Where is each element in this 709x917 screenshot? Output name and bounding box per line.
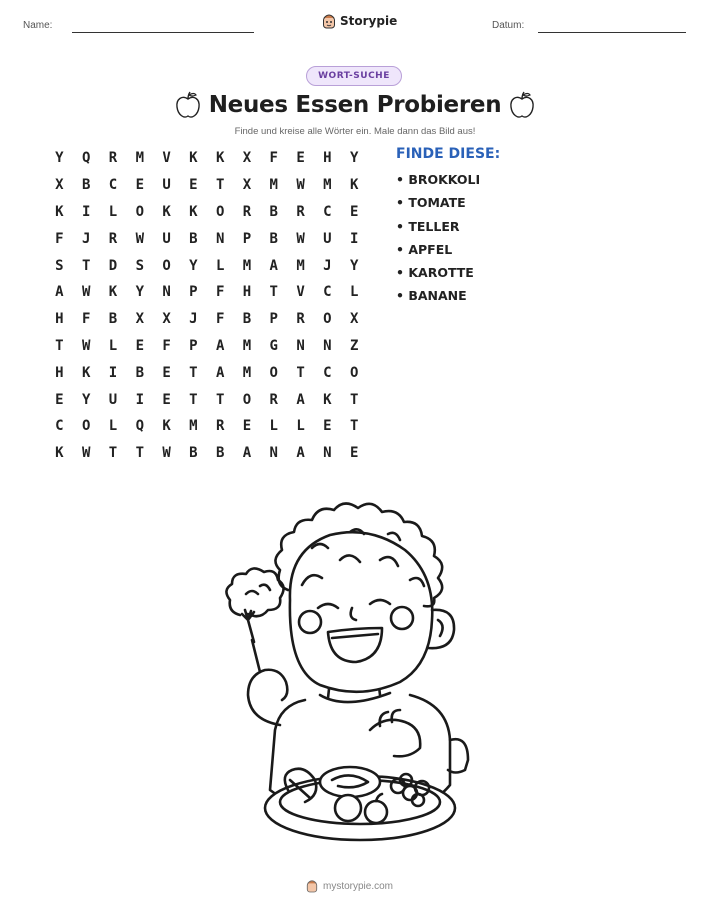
grid-letter[interactable]: K (189, 203, 198, 220)
grid-row (46, 252, 368, 279)
word-list (396, 170, 480, 310)
grid-letter[interactable]: N (323, 337, 332, 354)
grid-letter[interactable]: A (215, 364, 225, 381)
grid-letter[interactable]: M (242, 257, 252, 274)
grid-letter[interactable]: P (269, 311, 278, 328)
grid-row (46, 172, 368, 199)
grid-letter[interactable]: M (135, 150, 144, 167)
worksheet-type-badge: WORT-SUCHE (306, 66, 402, 86)
grid-letter[interactable]: E (162, 391, 171, 408)
word-item: • BANANE (396, 288, 467, 304)
grid-letter[interactable]: U (323, 230, 332, 247)
grid-letter[interactable]: A (296, 391, 305, 408)
grid-letter[interactable]: F (81, 311, 91, 328)
grid-letter[interactable]: B (81, 177, 91, 194)
grid-letter[interactable]: T (108, 445, 118, 462)
grid-letter[interactable]: I (349, 230, 359, 247)
grid-letter[interactable]: M (296, 257, 305, 274)
grid-letter[interactable]: B (189, 445, 198, 462)
grid-letter[interactable]: P (189, 284, 198, 301)
grid-letter[interactable]: F (269, 150, 278, 167)
grid-letter[interactable]: I (81, 203, 91, 220)
grid-letter[interactable]: N (296, 337, 305, 354)
grid-letter[interactable]: T (269, 284, 278, 301)
grid-letter[interactable]: E (55, 391, 64, 408)
footer (306, 879, 393, 893)
grid-letter[interactable]: B (269, 230, 278, 247)
apple-icon (174, 90, 202, 120)
word-list-title: FINDE DIESE: (396, 146, 501, 162)
grid-letter[interactable]: A (215, 337, 225, 354)
grid-letter[interactable]: E (242, 418, 252, 435)
grid-letter[interactable]: B (215, 445, 225, 462)
date-label: Datum: (492, 20, 525, 31)
grid-row (46, 145, 368, 172)
grid-letter[interactable]: P (242, 230, 252, 247)
grid-letter[interactable]: R (215, 418, 225, 435)
grid-letter[interactable]: M (323, 177, 332, 194)
grid-letter[interactable]: T (135, 445, 144, 462)
grid-letter[interactable]: Y (81, 391, 91, 408)
grid-letter[interactable]: J (81, 230, 91, 247)
grid-letter[interactable]: T (189, 391, 198, 408)
grid-letter[interactable]: W (135, 230, 144, 247)
grid-letter[interactable]: A (296, 445, 305, 462)
grid-letter[interactable]: L (269, 418, 278, 435)
brand-name: Storypie (340, 14, 398, 28)
grid-row (46, 359, 368, 386)
grid-row (46, 279, 368, 306)
grid-letter[interactable]: T (349, 391, 359, 408)
grid-letter[interactable]: O (269, 364, 278, 381)
word-search-grid[interactable] (46, 145, 368, 467)
grid-letter[interactable]: K (215, 150, 225, 167)
grid-letter[interactable]: E (162, 364, 171, 381)
grid-letter[interactable]: E (323, 418, 332, 435)
footer-url[interactable]: mystorypie.com (323, 880, 394, 892)
instructions: Finde und kreise alle Wörter ein. Male dann das Bild aus! (234, 126, 476, 137)
grid-letter[interactable]: W (296, 230, 305, 247)
page-title: Neues Essen Probieren (208, 92, 502, 118)
grid-letter[interactable]: B (108, 311, 118, 328)
grid-letter[interactable]: B (135, 364, 144, 381)
grid-letter[interactable]: T (296, 364, 305, 381)
grid-letter[interactable]: R (269, 391, 278, 408)
grid-letter[interactable]: A (55, 284, 64, 301)
grid-letter[interactable]: E (349, 445, 359, 462)
grid-letter[interactable]: L (108, 203, 118, 220)
word-item: • TOMATE (396, 195, 466, 211)
grid-letter[interactable]: O (135, 203, 144, 220)
grid-letter[interactable]: W (296, 177, 305, 194)
grid-letter[interactable]: X (135, 311, 144, 328)
grid-row (46, 333, 368, 360)
grid-letter[interactable]: N (215, 230, 225, 247)
grid-letter[interactable]: R (296, 203, 305, 220)
grid-letter[interactable]: E (189, 177, 198, 194)
word-item: • TELLER (396, 218, 460, 234)
grid-letter[interactable]: O (323, 311, 332, 328)
grid-letter[interactable]: E (296, 150, 305, 167)
grid-letter[interactable]: M (242, 364, 252, 381)
grid-row (46, 413, 368, 440)
grid-letter[interactable]: G (269, 337, 278, 354)
grid-letter[interactable]: Y (349, 150, 359, 167)
grid-letter[interactable]: M (242, 337, 252, 354)
grid-letter[interactable]: C (55, 418, 64, 435)
date-line[interactable] (538, 32, 686, 33)
name-label: Name: (23, 20, 53, 31)
grid-letter[interactable]: R (108, 230, 118, 247)
grid-letter[interactable]: T (349, 418, 359, 435)
grid-letter[interactable]: F (55, 230, 64, 247)
word-item: • KAROTTE (396, 265, 474, 281)
grid-letter[interactable]: B (269, 203, 278, 220)
grid-letter[interactable]: M (189, 418, 198, 435)
grid-letter[interactable]: A (242, 445, 252, 462)
grid-letter[interactable]: H (323, 150, 332, 167)
grid-letter[interactable]: V (296, 284, 305, 301)
coloring-illustration-boy-eating[interactable] (210, 490, 480, 850)
grid-letter[interactable]: R (242, 203, 252, 220)
grid-letter[interactable]: O (349, 364, 359, 381)
grid-letter[interactable]: K (81, 364, 91, 381)
apple-icon (508, 90, 536, 120)
grid-row (46, 199, 368, 226)
grid-letter[interactable]: P (189, 337, 198, 354)
grid-letter[interactable]: T (215, 391, 225, 408)
grid-row (46, 440, 368, 467)
grid-letter[interactable]: Q (135, 418, 144, 435)
grid-letter[interactable]: O (242, 391, 252, 408)
storypie-mascot-icon (306, 879, 318, 893)
grid-letter[interactable]: C (108, 177, 118, 194)
grid-letter[interactable]: L (349, 284, 359, 301)
grid-letter[interactable]: W (81, 337, 91, 354)
grid-letter[interactable]: Y (349, 257, 359, 274)
grid-letter[interactable]: T (189, 364, 198, 381)
name-line[interactable] (72, 32, 254, 33)
grid-letter[interactable]: X (242, 150, 252, 167)
grid-letter[interactable]: K (323, 391, 332, 408)
grid-letter[interactable]: J (189, 311, 198, 328)
grid-letter[interactable]: X (55, 177, 64, 194)
grid-letter[interactable]: Q (81, 150, 91, 167)
grid-letter[interactable]: M (269, 177, 278, 194)
grid-letter[interactable]: Z (349, 337, 359, 354)
grid-letter[interactable]: E (349, 203, 359, 220)
grid-letter[interactable]: H (242, 284, 252, 301)
word-item: • APFEL (396, 241, 453, 257)
grid-letter[interactable]: O (81, 418, 91, 435)
grid-letter[interactable]: O (215, 203, 225, 220)
grid-letter[interactable]: K (108, 284, 118, 301)
grid-row (46, 306, 368, 333)
grid-letter[interactable]: N (323, 445, 332, 462)
grid-letter[interactable]: T (81, 257, 91, 274)
brand-logo (322, 13, 397, 29)
grid-letter[interactable]: H (55, 364, 64, 381)
grid-letter[interactable]: K (55, 445, 64, 462)
grid-letter[interactable]: C (323, 364, 332, 381)
grid-letter[interactable]: L (215, 257, 225, 274)
grid-row (46, 386, 368, 413)
grid-letter[interactable]: I (135, 391, 144, 408)
grid-letter[interactable]: S (135, 257, 144, 274)
grid-letter[interactable]: H (55, 311, 64, 328)
grid-letter[interactable]: C (323, 284, 332, 301)
grid-letter[interactable]: X (162, 311, 171, 328)
grid-letter[interactable]: O (162, 257, 171, 274)
grid-letter[interactable]: R (108, 150, 118, 167)
grid-letter[interactable]: T (55, 337, 64, 354)
grid-letter[interactable]: U (108, 391, 118, 408)
grid-letter[interactable]: U (162, 177, 171, 194)
grid-letter[interactable]: N (162, 284, 171, 301)
grid-letter[interactable]: B (242, 311, 252, 328)
grid-letter[interactable]: C (323, 203, 332, 220)
grid-letter[interactable]: W (81, 284, 91, 301)
grid-letter[interactable]: E (135, 337, 144, 354)
grid-letter[interactable]: A (269, 257, 278, 274)
grid-letter[interactable]: W (81, 445, 91, 462)
grid-letter[interactable]: I (108, 364, 118, 381)
grid-letter[interactable]: L (108, 337, 118, 354)
grid-letter[interactable]: X (349, 311, 359, 328)
grid-letter[interactable]: Y (55, 150, 64, 167)
grid-letter[interactable]: J (323, 257, 332, 274)
grid-letter[interactable]: L (108, 418, 118, 435)
grid-letter[interactable]: K (349, 177, 359, 194)
grid-row (46, 225, 368, 252)
grid-letter[interactable]: D (108, 257, 118, 274)
grid-letter[interactable]: N (269, 445, 278, 462)
word-item: • BROKKOLI (396, 172, 481, 187)
grid-letter[interactable]: V (162, 150, 171, 167)
grid-letter[interactable]: K (162, 418, 171, 435)
grid-letter[interactable]: B (189, 230, 198, 247)
grid-letter[interactable]: X (242, 177, 252, 194)
grid-letter[interactable]: K (162, 203, 171, 220)
grid-letter[interactable]: E (135, 177, 144, 194)
storypie-mascot-icon (322, 13, 336, 29)
grid-letter[interactable]: F (215, 284, 225, 301)
grid-letter[interactable]: F (215, 311, 225, 328)
grid-letter[interactable]: T (215, 177, 225, 194)
grid-letter[interactable]: L (296, 418, 305, 435)
grid-letter[interactable]: Y (189, 257, 198, 274)
grid-letter[interactable]: R (296, 311, 305, 328)
grid-letter[interactable]: F (162, 337, 171, 354)
grid-letter[interactable]: K (55, 203, 64, 220)
grid-letter[interactable]: K (189, 150, 198, 167)
grid-letter[interactable]: U (162, 230, 171, 247)
grid-letter[interactable]: Y (135, 284, 144, 301)
grid-letter[interactable]: W (162, 445, 171, 462)
grid-letter[interactable]: S (55, 257, 64, 274)
